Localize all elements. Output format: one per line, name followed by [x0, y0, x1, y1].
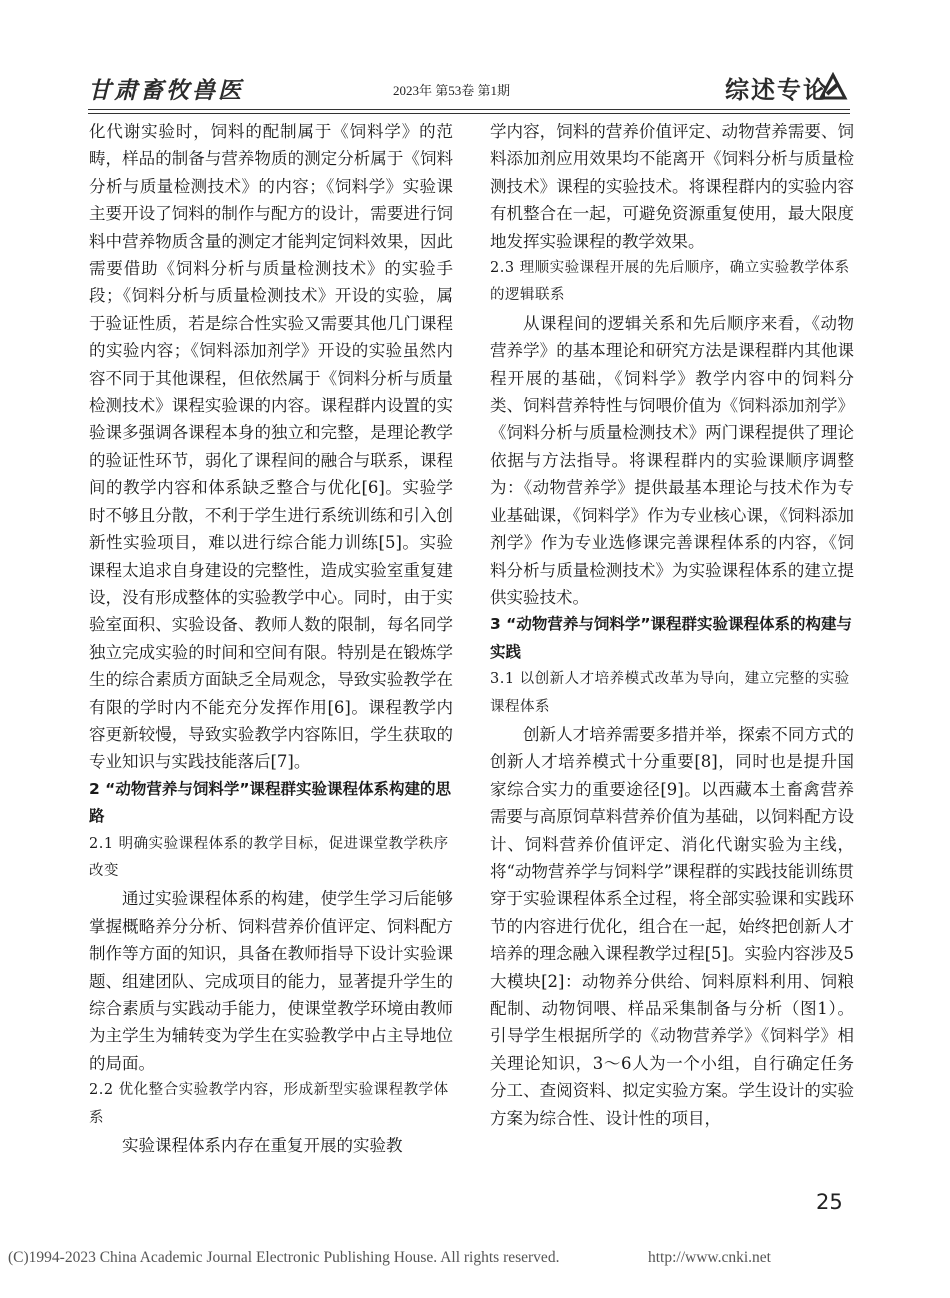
paragraph: 实验课程体系内存在重复开展的实验教 [122, 1136, 403, 1156]
journal-name: 甘肃畜牧兽医 [88, 77, 244, 104]
subsection-heading-2-1: 2.1 明确实验课程体系的教学目标，促进课堂教学秩序改变 [89, 835, 449, 879]
header-rule-thin [88, 113, 850, 114]
issue-info: 2023年 第53卷 第1期 [393, 83, 511, 98]
subsection-heading-2-3: 2.3 理顺实验课程开展的先后顺序，确立实验教学体系的逻辑联系 [490, 260, 850, 304]
paragraph: 学内容，饲料的营养价值评定、动物营养需要、饲料添加剂应用效果均不能离开《饲料分析与质量检测技术》课程的实验技术。将课程群内的实验内容有机整合在一起，可避免资源重复使用，最大限度地发挥实验课程的教学效果。 [490, 122, 854, 251]
cnki-link[interactable]: http://www.cnki.net [648, 1249, 771, 1266]
column-title: 综述专论 [725, 76, 829, 104]
subsection-heading-3-1: 3.1 以创新人才培养模式改革为导向，建立完整的实验课程体系 [490, 671, 850, 715]
paragraph: 化代谢实验时，饲料的配制属于《饲料学》的范畴，样品的制备与营养物质的测定分析属于《饲料分析与质量检测技术》的内容；《饲料学》实验课主要开设了饲料的制作与配方的设计，需要进行饲料中营养物质含量的测定才能判定饲料效果，因此需要借助《饲料分析与质量检测技术》的实验手段；《饲料分析与质量检测技术》开设的实验，属于验证性质，若是综合性实验又需要其他几门课程的实验内容；《饲料添加剂学》开设的实验虽然内容不同于其他课程，但依然属于《饲料分析与质量检测技术》课程实验课的内容。课程群内设置的实验课多强调各课程本身的独立和完整，是理论教学的验证性环节，弱化了课程间的融合与联系，课程间的教学内容和体系缺乏整合与优化[6]。实验学时不够且分散，不利于学生进行系统训练和引入创新性实验项目，难以进行综合能力训练[5]。实验课程太追求自身建设的完整性，造成实验室重复建设，没有形成整体的实验教学中心。同时，由于实验室面积、实验设备、教师人数的限制，每名同学独立完成实验的时间和空间有限。特别是在锻炼学生的综合素质方面缺乏全局观念，导致实验教学在有限的学时内不能充分发挥作用[6]。课程教学内容更新较慢，导致实验教学内容陈旧，学生获取的专业知识与实践技能落后[7]。 [89, 122, 453, 772]
page-number: 25 [816, 1190, 843, 1214]
header-rule [88, 109, 850, 110]
page-header [0, 0, 950, 120]
right-column [490, 118, 854, 1132]
left-column [89, 118, 453, 1159]
section-heading-2: 2 “动物营养与饲料学”课程群实验课程体系构建的思路 [89, 779, 452, 826]
copyright-text: (C)1994-2023 China Academic Journal Electronic Publishing House. All rights reserved. [8, 1249, 560, 1266]
paragraph: 从课程间的逻辑关系和先后顺序来看，《动物营养学》的基本理论和研究方法是课程群内其他课程开展的基础，《饲料学》教学内容中的饲料分类、饲料营养特性与饲喂价值为《饲料添加剂学》《饲料分析与质量检测技术》两门课程提供了理论依据与方法指导。将课程群内的实验课顺序调整为：《动物营养学》提供最基本理论与技术作为专业基础课，《饲料学》作为专业核心课，《饲料添加剂学》作为专业选修课完善课程体系的内容，《饲料分析与质量检测技术》为实验课程体系的建立提供实验技术。 [490, 313, 854, 607]
paragraph: 创新人才培养需要多措并举，探索不同方式的创新人才培养模式十分重要[8]，同时也是提升国家综合实力的重要途径[9]。以西藏本土畜禽营养需要与高原饲草料营养价值为基础，以饲料配方设计、饲料营养价值评定、消化代谢实验为主线，将“动物营养学与饲料学”课程群的实践技能训练贯穿于实验课程体系全过程，将全部实验课和实践环节的内容进行优化，组合在一起，始终把创新人才培养的理念融入课程教学过程[5]。实验内容涉及5大模块[2]：动物养分供给、饲料原料利用、饲粮配制、动物饲喂、样品采集制备与分析（图1）。引导学生根据所学的《动物营养学》《饲料学》相关理论知识，3～6人为一个小组，自行确定任务分工、查阅资料、拟定实验方案。学生设计的实验方案为综合性、设计性的项目， [490, 724, 854, 1128]
section-heading-3: 3 “动物营养与饲料学”课程群实验课程体系的构建与实践 [490, 615, 853, 661]
subsection-heading-2-2: 2.2 优化整合实验教学内容，形成新型实验课程教学体系 [89, 1082, 449, 1126]
paragraph: 通过实验课程体系的构建，使学生学习后能够掌握概略养分分析、饲料营养价值评定、饲料配方制作等方面的知识，具备在教师指导下设计实验课题、组建团队、完成项目的能力，显著提升学生的综合素质与实践动手能力，使课堂教学环境由教师为主学生为辅转变为学生在实验教学中占主导地位的局面。 [89, 889, 453, 1073]
column-logo-icon [818, 72, 848, 102]
